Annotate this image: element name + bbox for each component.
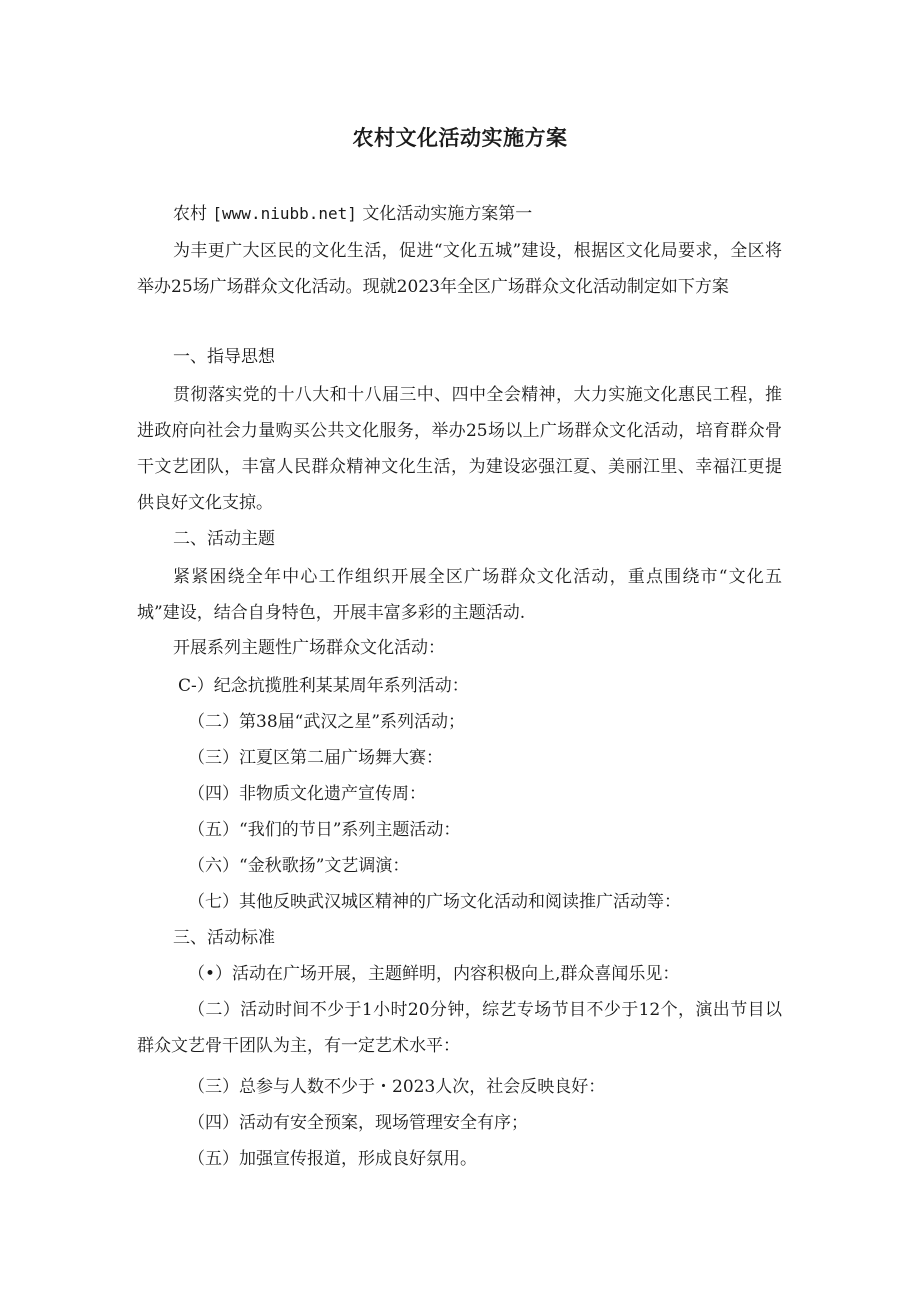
standard-item: （•）活动在广场开展，主题鲜明，内容积极向上,群众喜闻乐见： [188,964,680,984]
standard-item: （三）总参与人数不少于・2023人次，社会反映良好： [188,1077,606,1097]
list-item: （四）非物质文化遗产宣传周： [188,784,426,804]
intro-prefix: 农村 [173,204,207,224]
guiding-thought-paragraph: 贯彻落实党的十八大和十八届三中、四中全会精神，大力实施文化惠民工程，推进政府向社会力量购买公共文化服务，举办25场以上广场群众文化活动，培育群众骨干文艺团队，丰富人民群众精神文化生活，为建设宓强江夏、美丽江里、幸福江更提供良好文化支掠。 [137,385,782,513]
intro-line [173,202,532,226]
intro-suffix: 文化活动实施方案第一 [362,204,533,224]
section-heading-guiding-thought: 一、指导思想 [173,347,275,367]
list-item: （二）第38届“武汉之星”系列活动； [188,712,466,732]
standard-item: （四）活动有安全预案，现场管理安全有序； [188,1113,528,1133]
section-heading-activity-theme: 二、活动主题 [173,529,275,549]
list-item: （五）“我们的节日”系列主题活动： [188,820,461,840]
activity-theme-paragraph: 紧紧困绕全年中心工作组织开展全区广场群众文化活动，重点围绕市“文化五城”建设，结合自身特色，开展丰富多彩的主题活动. [137,567,782,623]
standard-item: （二）活动时间不少于1小时20分钟，综艺专场节目不少于12个，演出节目以群众文艺骨干团队为主，有一定艺术水平： [137,1000,782,1056]
list-item: （三）江夏区第二届广场舞大赛： [188,748,443,768]
section-heading-activity-standards: 三、活动标准 [173,928,275,948]
intro-paragraph: 为丰更广大区民的文化生活，促进“文化五城”建设，根据区文化局要求，全区将举办25场广场群众文化活动。现就2023年全区广场群众文化活动制定如下方案 [137,241,782,297]
activity-series-intro: 开展系列主题性广场群众文化活动： [173,638,445,658]
document-title: 农村文化活动实施方案 [352,126,568,150]
intro-link[interactable]: [www.niubb.net] [212,204,357,223]
list-item: C-）纪念抗揽胜利某某周年系列活动： [178,676,469,696]
list-item: （六）“金秋歌扬”文艺调演： [188,856,410,876]
standard-item: （五）加强宣传报道，形成良好氛用。 [188,1149,477,1169]
list-item: （七）其他反映武汉城区精神的广场文化活动和阅读推广活动等： [188,892,681,912]
